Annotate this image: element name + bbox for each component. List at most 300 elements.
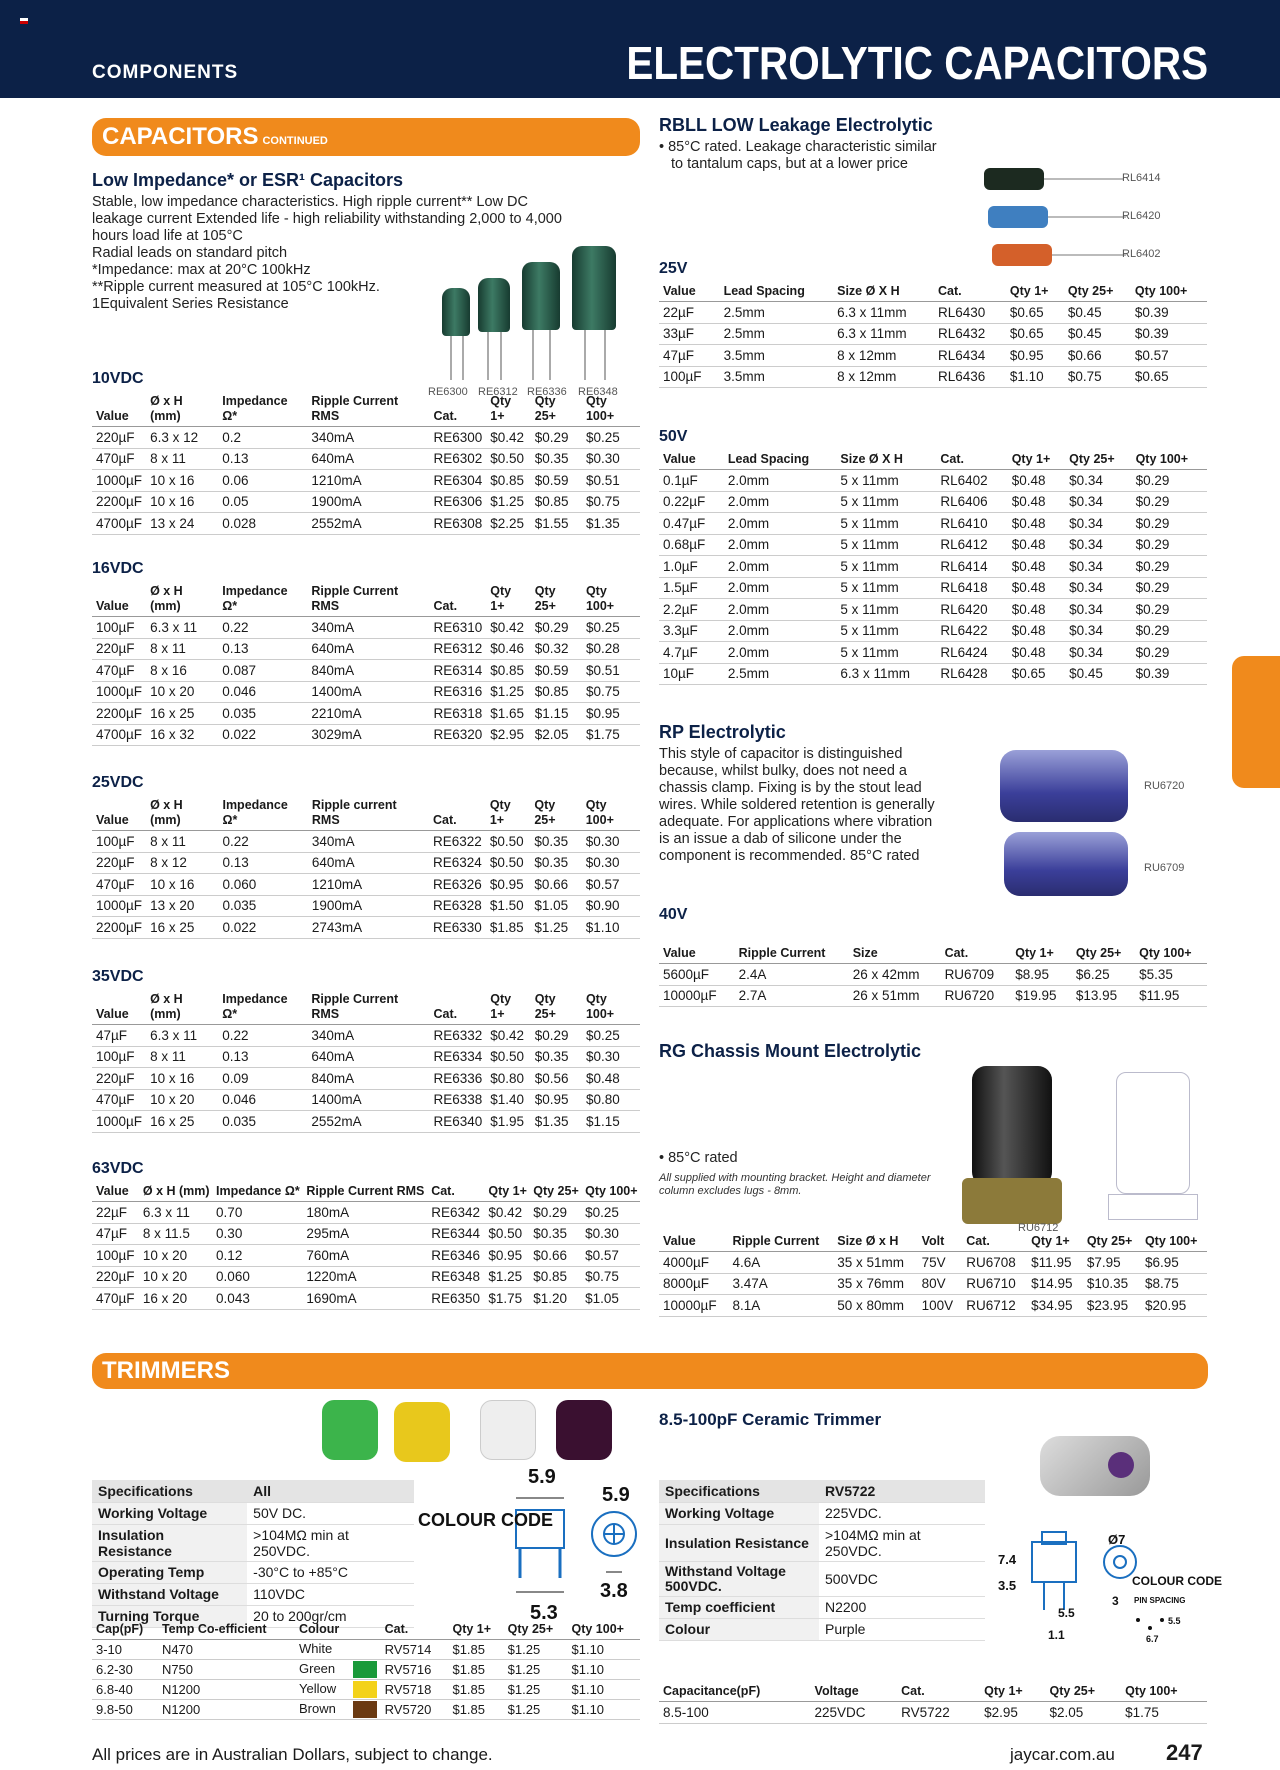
table-cell: 5 x 11mm: [836, 642, 936, 664]
table-cell: 220µF: [92, 1266, 139, 1288]
table-cell: $1.10: [568, 1700, 641, 1720]
table-cell: $1.10: [1006, 366, 1064, 388]
table-cell: $0.59: [531, 660, 582, 682]
table-row: [92, 1245, 640, 1267]
table-cell: 6.3 x 11mm: [836, 663, 936, 685]
column-header: Cat.: [934, 284, 1006, 302]
table-cell: $2.95: [980, 1702, 1045, 1724]
table-cell: RE6304: [429, 470, 486, 492]
table-cell: 0.046: [218, 1089, 307, 1111]
table-header-row: [92, 1622, 640, 1640]
table-cell: 1220mA: [302, 1266, 427, 1288]
column-header: Ripple Current: [735, 946, 849, 964]
table-cell: $0.95: [1006, 345, 1064, 367]
table-cell: 1400mA: [307, 681, 429, 703]
table-row: [92, 617, 640, 639]
table-cell: $0.30: [582, 831, 640, 853]
table-cell: $1.35: [582, 513, 640, 535]
column-header: Cat.: [897, 1684, 980, 1702]
column-header: Qty 1+: [486, 798, 531, 831]
column-header: Ripple Current RMS: [302, 1184, 427, 1202]
table-cell: $0.42: [484, 1202, 529, 1224]
table-cell: $0.75: [581, 1266, 640, 1288]
table-cell: 6.8-40: [92, 1680, 158, 1700]
table-cell: $0.45: [1065, 663, 1131, 685]
table-row: [92, 831, 640, 853]
table-row: [659, 1702, 1207, 1724]
table-cell: $2.95: [486, 724, 530, 746]
table-cell: 10µF: [659, 663, 724, 685]
table-cell: $0.51: [582, 470, 640, 492]
table-cell: 0.060: [218, 874, 307, 896]
table-cell: 8 x 11: [146, 448, 218, 470]
table-row: [659, 345, 1207, 367]
table-cell: $1.65: [486, 703, 530, 725]
table-cell: $1.75: [1121, 1702, 1207, 1724]
column-header: Qty 25+: [529, 1184, 581, 1202]
table-row: [92, 724, 640, 746]
table-cell: RE6348: [427, 1266, 484, 1288]
table-cell: $0.66: [1064, 345, 1131, 367]
table-cell: 8 x 11.5: [139, 1223, 212, 1245]
column-header: Value: [659, 284, 720, 302]
table-row: [92, 427, 640, 449]
table-cell: $1.75: [484, 1288, 529, 1310]
table-cell: RE6340: [429, 1111, 486, 1133]
table-row: [92, 874, 640, 896]
table-cell: 2552mA: [307, 1111, 429, 1133]
table-header-row: [659, 284, 1207, 302]
table-cell: $14.95: [1027, 1273, 1083, 1295]
table-cell: $1.20: [529, 1288, 581, 1310]
column-header: Cat.: [429, 992, 486, 1025]
table-cell: $0.48: [1008, 577, 1065, 599]
table-cell: 5 x 11mm: [836, 491, 936, 513]
table-row: [92, 513, 640, 535]
table-cell: $1.05: [581, 1288, 640, 1310]
table-cell: 47µF: [92, 1223, 139, 1245]
table-cell: $0.57: [582, 874, 640, 896]
table-cell: 220µF: [92, 1068, 146, 1090]
table-cell: 2.5mm: [724, 663, 837, 685]
table-cell: 3.47A: [729, 1273, 834, 1295]
table-cell: 13 x 20: [146, 895, 218, 917]
column-header: Ø x H (mm): [139, 1184, 212, 1202]
table-cell: White: [295, 1640, 381, 1660]
table-cell: RE6334: [429, 1046, 486, 1068]
table-cell: $1.25: [504, 1680, 568, 1700]
table-cell: 2.2µF: [659, 599, 724, 621]
table-row: [659, 491, 1207, 513]
table-cell: 9.8-50: [92, 1700, 158, 1720]
table-cell: RE6328: [429, 895, 486, 917]
table-cell: 840mA: [307, 1068, 429, 1090]
table-cell: $0.30: [581, 1223, 640, 1245]
table-cell: 640mA: [307, 638, 429, 660]
column-header: Qty 25+: [1064, 284, 1131, 302]
table-cell: $0.30: [582, 1046, 640, 1068]
rbll-title: RBLL LOW Leakage Electrolytic: [659, 115, 933, 135]
table-cell: $0.50: [486, 1046, 530, 1068]
table-cell: 0.043: [212, 1288, 302, 1310]
table-cell: 1690mA: [302, 1288, 427, 1310]
table-row: [659, 663, 1207, 685]
table-cell: $1.50: [486, 895, 531, 917]
table-cell: $0.34: [1065, 556, 1131, 578]
table-cell: $0.32: [531, 638, 582, 660]
table-cell: 760mA: [302, 1245, 427, 1267]
table-cell: 5 x 11mm: [836, 577, 936, 599]
column-header: Qty 100+: [1131, 284, 1207, 302]
table-cell: $0.57: [1131, 345, 1207, 367]
table-cell: 2.0mm: [724, 642, 837, 664]
table-cell: 2.0mm: [724, 599, 837, 621]
table-cell: 2.5mm: [720, 302, 834, 324]
table-cell: $0.48: [1008, 534, 1065, 556]
table-cell: 0.13: [218, 638, 307, 660]
table-cell: $0.29: [1132, 620, 1207, 642]
table-cell: 33µF: [659, 323, 720, 345]
table-cell: 2.7A: [735, 985, 849, 1007]
table-header-row: [92, 798, 640, 831]
table-cell: RE6336: [429, 1068, 486, 1090]
table-cell: $1.25: [504, 1640, 568, 1660]
table-cell: RL6422: [936, 620, 1007, 642]
table-cell: 0.028: [218, 513, 307, 535]
re-table-16vdc: [92, 584, 640, 746]
table-cell: 26 x 51mm: [849, 985, 941, 1007]
table-cell: $0.34: [1065, 470, 1131, 492]
column-header: Temp Co-efficient: [158, 1622, 295, 1640]
table-cell: $0.50: [484, 1223, 529, 1245]
table-cell: 2.0mm: [724, 577, 837, 599]
table-cell: $1.25: [530, 917, 581, 939]
column-header: Cat.: [429, 584, 486, 617]
column-header: Value: [92, 394, 146, 427]
table-cell: 220µF: [92, 638, 146, 660]
rbll-group-25v: 25V: [659, 260, 688, 277]
footer-url[interactable]: jaycar.com.au: [1010, 1745, 1115, 1764]
table-cell: 8 x 11: [146, 1046, 218, 1068]
table-cell: 3.5mm: [720, 345, 834, 367]
table-cell: 340mA: [308, 831, 429, 853]
table-row: [92, 1700, 640, 1720]
table-cell: 35 x 51mm: [833, 1252, 917, 1274]
rp-title: RP Electrolytic: [659, 722, 786, 742]
table-cell: 0.68µF: [659, 534, 724, 556]
group-title-63vdc: 63VDC: [92, 1160, 144, 1177]
table-cell: $1.10: [568, 1680, 641, 1700]
table-cell: 6.3 x 11mm: [833, 302, 934, 324]
table-cell: RL6414: [936, 556, 1007, 578]
table-cell: RL6412: [936, 534, 1007, 556]
table-cell: $0.30: [582, 852, 640, 874]
table-cell: RL6420: [936, 599, 1007, 621]
table-cell: $0.95: [531, 1089, 582, 1111]
table-cell: 16 x 32: [146, 724, 218, 746]
column-header: Qty 1+: [486, 394, 530, 427]
table-cell: N750: [158, 1660, 295, 1680]
re-table-63vdc: [92, 1184, 640, 1310]
table-cell: RL6424: [936, 642, 1007, 664]
table-cell: $0.90: [582, 895, 640, 917]
table-cell: 0.05: [218, 491, 307, 513]
footer-note: All prices are in Australian Dollars, subject to change.: [92, 1745, 493, 1764]
table-cell: RE6330: [429, 917, 486, 939]
column-header: Cat.: [429, 798, 486, 831]
table-cell: 6.3 x 11: [146, 1025, 218, 1047]
table-cell: 8000µF: [659, 1273, 729, 1295]
table-row: [659, 964, 1207, 986]
table-cell: $0.48: [1008, 491, 1065, 513]
table-cell: 5 x 11mm: [836, 599, 936, 621]
table-cell: 3-10: [92, 1640, 158, 1660]
table-cell: $0.75: [1064, 366, 1131, 388]
column-header: Qty 25+: [531, 584, 582, 617]
table-row: [92, 852, 640, 874]
table-row: [659, 1273, 1207, 1295]
section-label: COMPONENTS: [92, 62, 239, 83]
page-title: ELECTROLYTIC CAPACITORS: [626, 37, 1208, 89]
column-header: Cat.: [381, 1622, 449, 1640]
column-header: Qty 25+: [531, 394, 582, 427]
table-cell: 3029mA: [307, 724, 429, 746]
page-header: [0, 0, 1280, 98]
table-cell: RL6434: [934, 345, 1006, 367]
table-cell: 8 x 11: [146, 831, 218, 853]
table-cell: 4700µF: [92, 724, 146, 746]
table-cell: $0.95: [486, 874, 531, 896]
table-row: [92, 638, 640, 660]
column-header: Ripple Current: [729, 1234, 834, 1252]
table-cell: $0.48: [1008, 642, 1065, 664]
table-cell: $1.75: [582, 724, 640, 746]
table-cell: RL6430: [934, 302, 1006, 324]
column-header: Value: [92, 1184, 139, 1202]
column-header: Qty 1+: [1006, 284, 1064, 302]
table-cell: $0.34: [1065, 491, 1131, 513]
table-cell: $0.75: [582, 491, 640, 513]
column-header: Impedance Ω*: [212, 1184, 302, 1202]
table-cell: 10 x 16: [146, 1068, 218, 1090]
table-row: [92, 1068, 640, 1090]
table-cell: $1.55: [531, 513, 582, 535]
table-cell: 4.6A: [729, 1252, 834, 1274]
group-title-35vdc: 35VDC: [92, 968, 144, 985]
table-cell: 1000µF: [92, 470, 146, 492]
table-cell: 47µF: [659, 345, 720, 367]
table-cell: 16 x 25: [146, 703, 218, 725]
column-header: Impedance Ω*: [218, 992, 307, 1025]
table-cell: 16 x 25: [146, 1111, 218, 1133]
table-cell: 0.035: [218, 895, 307, 917]
table-cell: 5 x 11mm: [836, 534, 936, 556]
table-cell: N1200: [158, 1680, 295, 1700]
table-header-row: [659, 452, 1207, 470]
table-cell: $0.29: [531, 427, 582, 449]
table-cell: 5 x 11mm: [836, 470, 936, 492]
table-cell: $0.51: [582, 660, 640, 682]
table-cell: 295mA: [302, 1223, 427, 1245]
table-row: [659, 513, 1207, 535]
table-cell: $0.48: [1008, 513, 1065, 535]
table-row: [92, 491, 640, 513]
table-cell: $0.35: [529, 1223, 581, 1245]
table-cell: 75V: [918, 1252, 963, 1274]
table-row: [92, 1046, 640, 1068]
table-cell: $0.48: [1008, 556, 1065, 578]
table-cell: RV5716: [381, 1660, 449, 1680]
table-header-row: [92, 584, 640, 617]
column-header: Value: [659, 452, 724, 470]
table-row: [92, 1223, 640, 1245]
column-header: Qty 25+: [1065, 452, 1131, 470]
table-cell: $0.29: [1132, 513, 1207, 535]
table-cell: $0.35: [531, 1046, 582, 1068]
table-cell: $0.39: [1131, 323, 1207, 345]
table-cell: 2.4A: [735, 964, 849, 986]
table-cell: $1.25: [486, 491, 530, 513]
table-cell: RE6308: [429, 513, 486, 535]
column-header: Colour: [295, 1622, 381, 1640]
table-cell: 1900mA: [307, 491, 429, 513]
table-cell: $1.10: [568, 1640, 641, 1660]
column-header: Qty 100+: [582, 394, 640, 427]
table-cell: 2.0mm: [724, 534, 837, 556]
table-row: [659, 985, 1207, 1007]
page-number: 247: [1166, 1740, 1203, 1765]
table-cell: $10.35: [1083, 1273, 1141, 1295]
table-cell: RL6410: [936, 513, 1007, 535]
table-cell: $0.29: [531, 1025, 582, 1047]
table-cell: RE6316: [429, 681, 486, 703]
table-row: [92, 1202, 640, 1224]
column-header: Qty 100+: [582, 798, 640, 831]
table-row: [92, 895, 640, 917]
table-cell: 0.22: [218, 1025, 307, 1047]
column-header: Qty 25+: [1083, 1234, 1141, 1252]
table-cell: $0.57: [581, 1245, 640, 1267]
column-header: Voltage: [811, 1684, 898, 1702]
table-cell: 0.12: [212, 1245, 302, 1267]
table-cell: $0.46: [486, 638, 530, 660]
column-header: Qty 100+: [1141, 1234, 1207, 1252]
table-cell: $6.25: [1072, 964, 1135, 986]
column-header: Cap(pF): [92, 1622, 158, 1640]
table-cell: 0.087: [218, 660, 307, 682]
table-cell: 470µF: [92, 448, 146, 470]
colour-swatch: [353, 1661, 377, 1678]
table-cell: $0.45: [1064, 302, 1131, 324]
table-cell: $0.29: [1132, 556, 1207, 578]
table-cell: 4.7µF: [659, 642, 724, 664]
column-header: Ripple Current RMS: [307, 584, 429, 617]
table-cell: 8 x 16: [146, 660, 218, 682]
table-cell: $0.25: [582, 617, 640, 639]
column-header: Cat.: [427, 1184, 484, 1202]
table-header-row: [659, 1684, 1207, 1702]
table-cell: $0.39: [1132, 663, 1207, 685]
rbll-desc: • 85°C rated. Leakage characteristic similar to tantalum caps, but at a lower price: [659, 139, 937, 172]
column-header: Lead Spacing: [724, 452, 837, 470]
table-cell: 5 x 11mm: [836, 513, 936, 535]
column-header: Qty 100+: [582, 992, 640, 1025]
table-cell: 16 x 20: [139, 1288, 212, 1310]
column-header: Qty 1+: [448, 1622, 503, 1640]
table-cell: RV5722: [897, 1702, 980, 1724]
table-cell: $0.66: [530, 874, 581, 896]
table-row: [92, 703, 640, 725]
table-cell: $0.34: [1065, 577, 1131, 599]
table-header-row: [659, 1234, 1207, 1252]
table-cell: $2.05: [1046, 1702, 1122, 1724]
table-cell: $0.29: [529, 1202, 581, 1224]
table-row: [92, 470, 640, 492]
table-cell: 180mA: [302, 1202, 427, 1224]
column-header: Qty 1+: [486, 584, 530, 617]
column-header: Qty 100+: [1135, 946, 1207, 964]
table-cell: RU6710: [962, 1273, 1027, 1295]
ceramic-price-table: [659, 1684, 1207, 1724]
table-cell: Green: [295, 1660, 381, 1680]
table-cell: $0.95: [484, 1245, 529, 1267]
column-header: Qty 1+: [1011, 946, 1072, 964]
column-header: Cat.: [962, 1234, 1027, 1252]
table-cell: $1.85: [448, 1680, 503, 1700]
table-cell: 2.0mm: [724, 513, 837, 535]
table-row: [92, 1680, 640, 1700]
table-cell: $0.48: [1008, 470, 1065, 492]
table-cell: 0.13: [218, 448, 307, 470]
table-cell: RE6344: [427, 1223, 484, 1245]
table-row: [659, 534, 1207, 556]
table-row: [659, 470, 1207, 492]
table-cell: $0.25: [582, 427, 640, 449]
table-cell: $0.75: [582, 681, 640, 703]
table-cell: RE6332: [429, 1025, 486, 1047]
table-header-row: [92, 992, 640, 1025]
rg-note: All supplied with mounting bracket. Height and diameter column excludes lugs - 8mm.: [659, 1172, 931, 1197]
table-cell: $1.85: [448, 1660, 503, 1680]
table-cell: 840mA: [307, 660, 429, 682]
table-cell: $0.28: [582, 638, 640, 660]
table-cell: $13.95: [1072, 985, 1135, 1007]
table-cell: Brown: [295, 1700, 381, 1720]
table-cell: 2.5mm: [720, 323, 834, 345]
table-cell: RE6346: [427, 1245, 484, 1267]
group-title-10vdc: 10VDC: [92, 370, 144, 387]
column-header: Impedance Ω*: [218, 798, 307, 831]
table-cell: $0.35: [530, 852, 581, 874]
table-cell: 8 x 11: [146, 638, 218, 660]
table-cell: RU6709: [941, 964, 1012, 986]
table-cell: $0.34: [1065, 599, 1131, 621]
column-header: Value: [659, 1234, 729, 1252]
rg-title: RG Chassis Mount Electrolytic: [659, 1041, 922, 1061]
table-row: [92, 681, 640, 703]
table-cell: RL6436: [934, 366, 1006, 388]
table-cell: $0.65: [1006, 323, 1064, 345]
table-cell: 13 x 24: [146, 513, 218, 535]
table-cell: RE6326: [429, 874, 486, 896]
table-row: [92, 1266, 640, 1288]
table-row: [659, 620, 1207, 642]
table-cell: RL6432: [934, 323, 1006, 345]
table-cell: 8 x 12mm: [833, 345, 934, 367]
table-row: [659, 577, 1207, 599]
table-cell: 640mA: [307, 1046, 429, 1068]
table-cell: 100µF: [92, 1046, 146, 1068]
